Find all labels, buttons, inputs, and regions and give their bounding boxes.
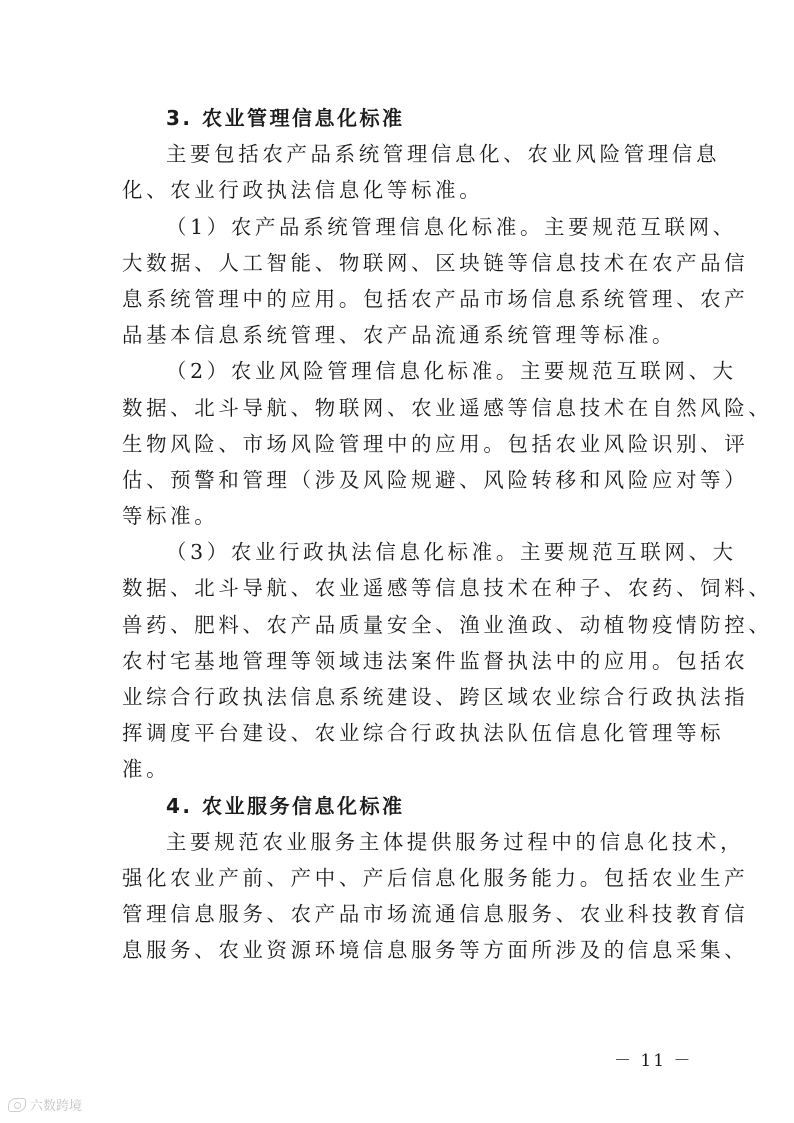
paragraph-line: （2）农业风险管理信息化标准。主要规范互联网、大 [166,359,737,384]
watermark-logo-icon [8,1098,26,1112]
paragraph-line: 息系统管理中的应用。包括农产品市场信息系统管理、农产 [122,286,749,311]
paragraph-line: 数据、北斗导航、物联网、农业遥感等信息技术在自然风险、 [122,395,773,420]
paragraph-line: （1）农产品系统管理信息化标准。主要规范互联网、 [166,214,737,239]
paragraph-line: 管理信息服务、农产品市场流通信息服务、农业科技教育信 [122,902,749,927]
paragraph-line: 生物风险、市场风险管理中的应用。包括农业风险识别、评 [122,431,749,456]
paragraph-line: 挥调度平台建设、农业综合行政执法队伍信息化管理等标 [122,721,725,746]
page-content [122,100,773,969]
paragraph-line: 业综合行政执法信息系统建设、跨区域农业综合行政执法指 [122,685,749,709]
paragraph-line: 兽药、肥料、农产品质量安全、渔业渔政、动植物疫情防控、 [122,612,773,637]
paragraph-line: （3）农业行政执法信息化标准。主要规范互联网、大 [166,540,737,565]
paragraph-line: 主要规范农业服务主体提供服务过程中的信息化技术， [166,829,745,854]
paragraph-line: 强化农业产前、产中、产后信息化服务能力。包括农业生产 [122,865,749,890]
paragraph-line: 化、农业行政执法信息化等标准。 [122,178,484,203]
paragraph-line: 息服务、农业资源环境信息服务等方面所涉及的信息采集、 [122,938,749,963]
watermark-text: 六数跨境 [30,1099,83,1114]
paragraph-line: 大数据、人工智能、物联网、区块链等信息技术在农产品信 [122,250,749,275]
paragraph-line: 估、预警和管理（涉及风险规避、风险转移和风险应对等） [122,467,749,492]
paragraph-line: 等标准。 [122,504,219,529]
section-heading: 3. 农业管理信息化标准 [166,106,405,130]
section-heading: 4. 农业服务信息化标准 [166,793,405,818]
paragraph-line: 准。 [122,757,171,782]
paragraph-line: 农村宅基地管理等领域违法案件监督执法中的应用。包括农 [122,648,749,673]
watermark [8,1095,82,1114]
paragraph-line: 数据、北斗导航、农业遥感等信息技术在种子、农药、饲料、 [122,576,773,601]
paragraph-line: 品基本信息系统管理、农产品流通系统管理等标准。 [122,323,677,348]
paragraph-line: 主要包括农产品系统管理信息化、农业风险管理信息 [166,142,721,167]
page-number: － 11 － [614,1051,693,1071]
